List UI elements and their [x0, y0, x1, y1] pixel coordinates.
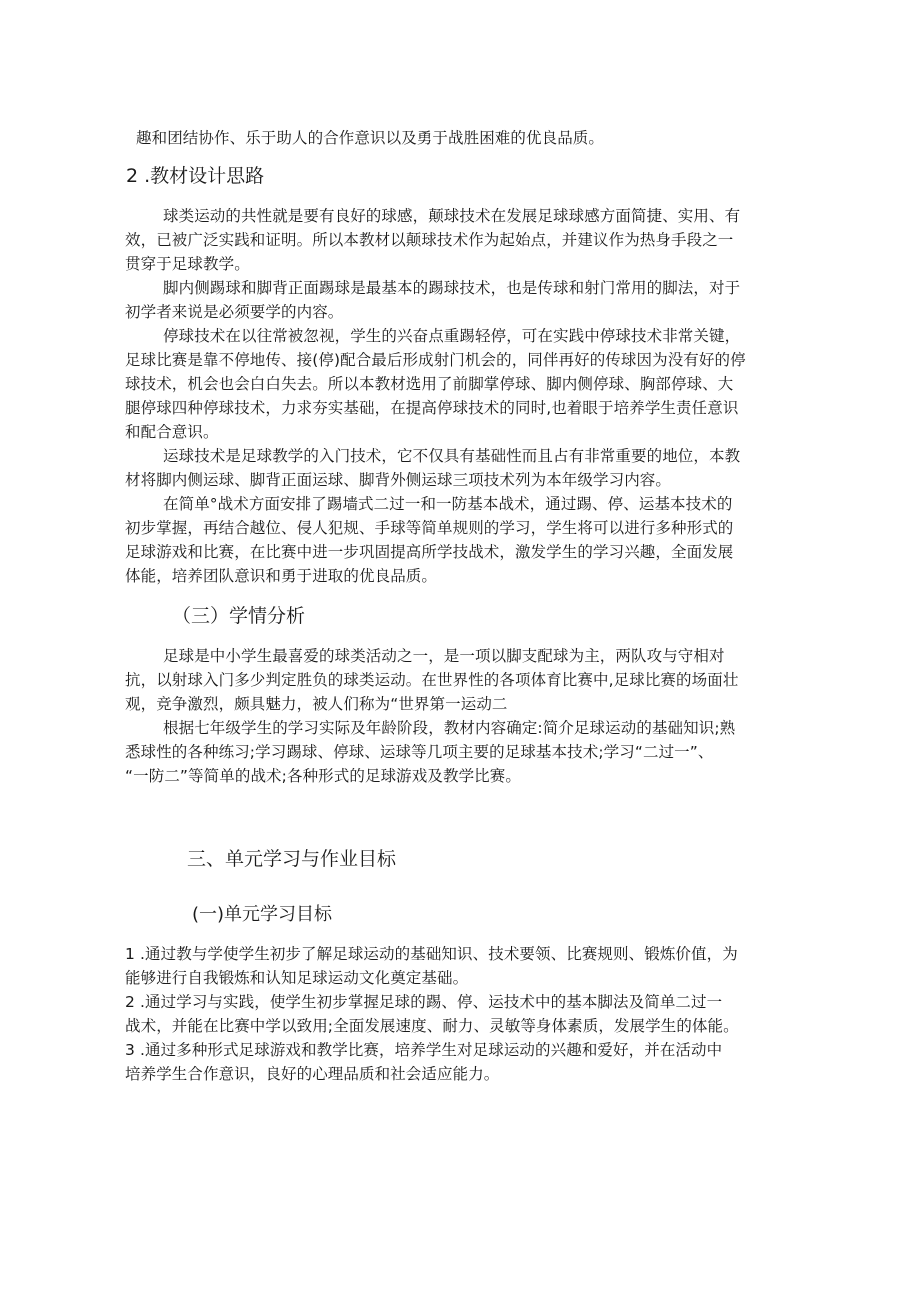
goal-line: 2 .通过学习与实践，使学生初步掌握足球的踢、停、运技术中的基本脚法及简单二过一 [125, 993, 723, 1011]
goal-line: 能够进行自我锻炼和认知足球运动文化奠定基础。 [125, 969, 469, 987]
paragraph-line: 体能，培养团队意识和勇于进取的优良品质。 [125, 567, 438, 585]
paragraph-line: 腿停球四种停球技术，力求夯实基础，在提高停球技术的同时,也着眼于培养学生责任意识 [125, 399, 739, 417]
goal-line: 战术，并能在比赛中学以致用;全面发展速度、耐力、灵敏等身体素质，发展学生的体能。 [125, 1017, 739, 1035]
sub-heading-learning-goals: (一)单元学习目标 [192, 904, 333, 925]
paragraph-line: 脚内侧踢球和脚背正面踢球是最基本的踢球技术，也是传球和射门常用的脚法，对于 [163, 279, 741, 297]
intro-line: 趣和团结协作、乐于助人的合作意识以及勇于战胜困难的优良品质。 [136, 129, 605, 147]
goal-line: 3 .通过多种形式足球游戏和教学比赛，培养学生对足球运动的兴趣和爱好，并在活动中 [125, 1041, 723, 1059]
paragraph-line: 足球游戏和比赛，在比赛中进一步巩固提高所学技战术，激发学生的学习兴趣，全面发展 [125, 543, 734, 561]
paragraph-line: 初学者来说是必须要学的内容。 [125, 303, 344, 321]
paragraph-line: “一防二”等简单的战术;各种形式的足球游戏及教学比赛。 [125, 767, 521, 785]
section-heading-design: 2 .教材设计思路 [126, 165, 265, 187]
paragraph-line: 根据七年级学生的学习实际及年龄阶段，教材内容确定:简介足球运动的基础知识;熟 [163, 719, 736, 737]
paragraph-line: 运球技术是足球教学的入门技术，它不仅具有基础性而且占有非常重要的地位，本教 [163, 447, 741, 465]
goal-line: 培养学生合作意识，良好的心理品质和社会适应能力。 [125, 1065, 500, 1083]
section-heading-learner-analysis: （三）学情分析 [172, 605, 306, 627]
paragraph-line: 和配合意识。 [125, 423, 219, 441]
paragraph-line: 足球比赛是靠不停地传、接(停)配合最后形成射门机会的，同伴再好的传球因为没有好的停 [125, 351, 746, 369]
paragraph-line: 悉球性的各种练习;学习踢球、停球、运球等几项主要的足球基本技术;学习“二过一”、 [125, 743, 714, 761]
paragraph-line: 材将脚内侧运球、脚背正面运球、脚背外侧运球三项技术列为本年级学习内容。 [125, 471, 672, 489]
paragraph-line: 抗，以射球入门多少判定胜负的球类运动。在世界性的各项体育比赛中,足球比赛的场面壮 [125, 671, 739, 689]
paragraph-line: 停球技术在以往常被忽视，学生的兴奋点重踢轻停，可在实践中停球技术非常关键， [163, 327, 741, 345]
paragraph-line: 在简单°战术方面安排了踢墙式二过一和一防基本战术，通过踢、停、运基本技术的 [163, 495, 733, 513]
paragraph-line: 初步掌握，再结合越位、侵人犯规、手球等简单规则的学习，学生将可以进行多种形式的 [125, 519, 734, 537]
paragraph-line: 观，竞争激烈，颇具魅力，被人们称为“世界第一运动二 [125, 695, 508, 713]
chapter-heading-unit-goals: 三、单元学习与作业目标 [187, 848, 397, 870]
goal-line: 1 .通过教与学使学生初步了解足球运动的基础知识、技术要领、比赛规则、锻炼价值，为 [125, 945, 738, 963]
paragraph-line: 球类运动的共性就是要有良好的球感，颠球技术在发展足球球感方面简捷、实用、有 [163, 207, 741, 225]
paragraph-line: 足球是中小学生最喜爱的球类活动之一，是一项以脚支配球为主，两队攻与守相对 [163, 647, 725, 665]
paragraph-line: 效，已被广泛实践和证明。所以本教材以颠球技术作为起始点，并建议作为热身手段之一 [125, 231, 734, 249]
paragraph-line: 贯穿于足球教学。 [125, 255, 250, 273]
paragraph-line: 球技术，机会也会白白失去。所以本教材选用了前脚掌停球、脚内侧停球、胸部停球、大 [125, 375, 734, 393]
